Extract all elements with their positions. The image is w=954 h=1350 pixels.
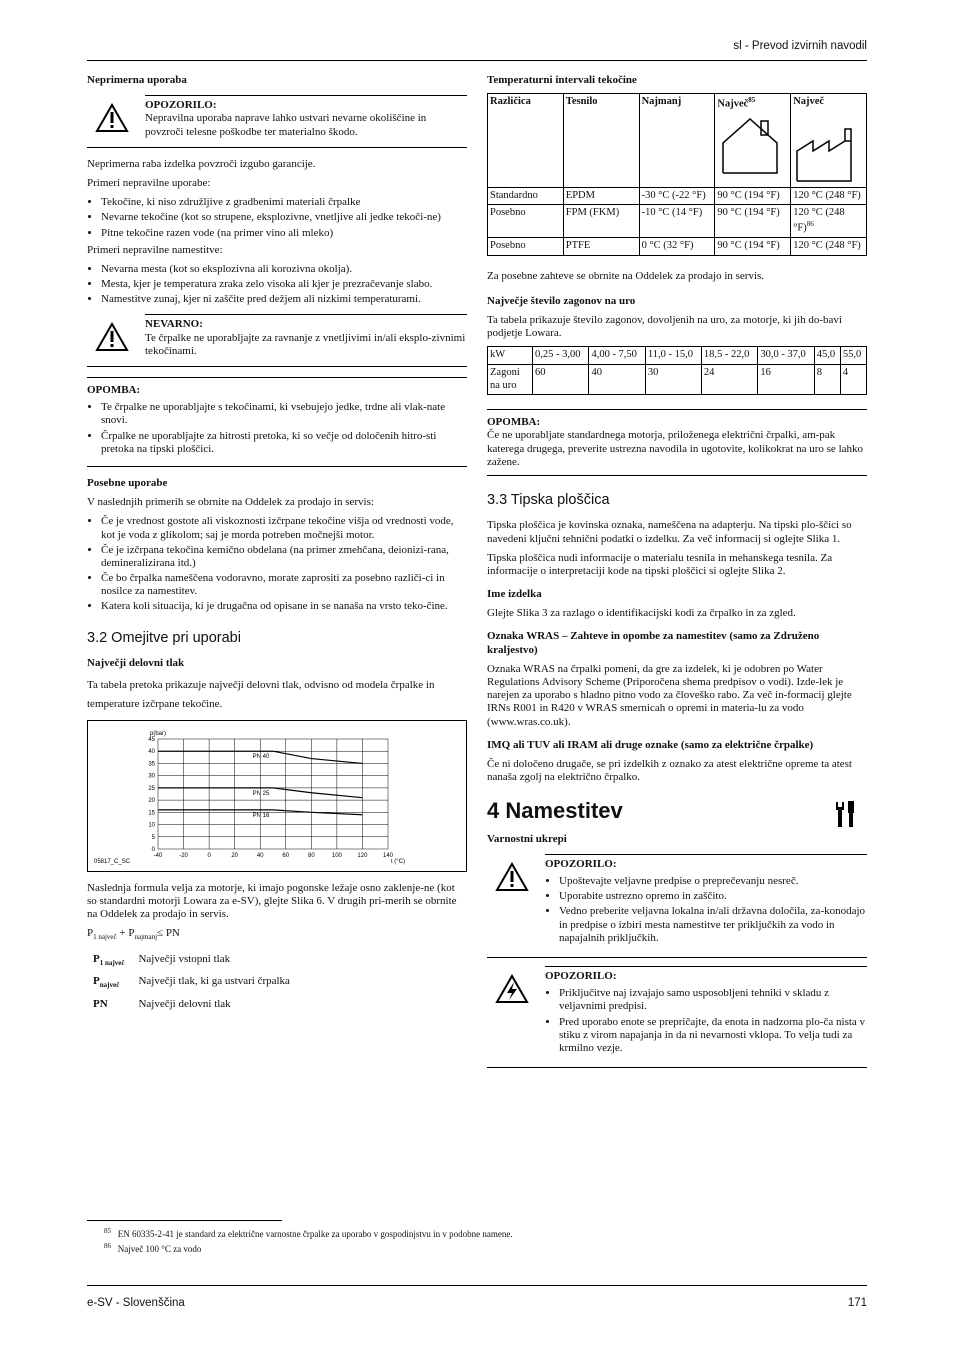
table-row: Posebno PTFE 0 °C (32 °F) 90 °C (194 °F) 120 °C (248 °F): [488, 238, 867, 256]
paragraph: Oznaka WRAS na črpalki pomeni, da gre za izdelek, ki je odobren po Water Regulations Advisory Scheme (Priporočena shema predpisov o vodi). Izde-lek je narejen za uporabo s hladno pitno vodo za človeško rabo. Za več in-formacij glejte IRNs R001 in R420 v WRAS smernicah o opremi in materia-lu za vodo (www.wras.co.uk).: [487, 662, 852, 728]
y-tick-label: 30: [148, 773, 155, 780]
section-3-3-heading: 3.3 Tipska ploščica: [487, 491, 610, 508]
list-item: • Katera koli situacija, ki je drugačna od opisane in se nanaša na vrsto teko-čine.: [101, 600, 467, 613]
table-header: Najmanj: [639, 94, 715, 188]
tools-icon: [835, 800, 857, 828]
y-tick-label: 5: [151, 834, 155, 841]
house-icon: [717, 113, 783, 175]
imq-heading: IMQ ali TUV ali IRAM ali druge oznake (samo za električne črpalke): [487, 738, 814, 751]
table-header: Tesnilo: [563, 94, 639, 188]
formula: $P_{1 največ} + P_{najmanj}\le$ PN: [87, 927, 180, 942]
note-title: OPOMBA:: [487, 416, 541, 429]
max-pressure-heading: Največji delovni tlak: [87, 657, 185, 670]
x-tick-label: 20: [231, 852, 239, 859]
note-text: Če ne uporabljate standardnega motorja, priloženega električni črpalki, am-pak katerega drugega, preverite ustrezna navodila in ugotovite, kolikokrat na uro se lahko zažene.: [487, 429, 864, 468]
danger-triangle-icon: [95, 322, 129, 352]
warning-triangle-icon: [495, 862, 529, 892]
y-tick-label: 25: [148, 785, 155, 792]
table-row: Posebno FPM (FKM) -10 °C (14 °F) 90 °C (194 °F) 120 °C (248 °F)$^{86}$: [488, 205, 867, 238]
safety-heading: Varnostni ukrepi: [487, 832, 567, 845]
footer-title: e-SV - Slovenščina: [87, 1297, 185, 1309]
list-item: • Priključitve naj izvajajo samo usposobljeni tehniki v skladu z veljavnimi predpisi.: [559, 987, 867, 1013]
table-header: Različica: [488, 94, 564, 188]
y-tick-label: 40: [148, 748, 155, 755]
wras-heading: Oznaka WRAS – Zahteve in opombe za namestitev (samo za Združeno kraljestvo): [487, 630, 820, 656]
paragraph: Primeri nepravilne namestitve:: [87, 243, 223, 256]
list-item: • Nevarna mesta (kot so eksplozivna ali korozivna okolja).: [101, 263, 467, 276]
paragraph: Ta tabela prikazuje število zagonov, dovoljenih na uro, za motorje, ki jih do-bavi podjetje Lowara.: [487, 314, 842, 340]
x-tick-label: 40: [256, 852, 264, 859]
paragraph: Primeri nepravilne uporabe:: [87, 176, 211, 189]
y-tick-label: 10: [148, 822, 155, 829]
danger-title: NEVARNO:: [145, 318, 203, 331]
x-tick-label: 60: [282, 852, 290, 859]
x-tick-label: 100: [331, 852, 342, 859]
page-header: sl - Prevod izvirnih navodil: [733, 40, 867, 52]
footnote: $^{86}$ Največ 100 °C za vodo: [104, 1242, 202, 1255]
legend-row: PN Največji delovni tlak: [93, 997, 231, 1010]
installation-misuse-list: [87, 263, 467, 307]
misuse-heading: Neprimerna uporaba: [87, 74, 187, 86]
left-column: [87, 74, 467, 1016]
electrical-hazard-icon: [495, 974, 529, 1004]
paragraph: Ta tabela pretoka prikazuje največji delovni tlak, odvisno od modela črpalke in temperature izčrpane tekočine.: [87, 679, 435, 710]
paragraph: Tipska ploščica je kovinska oznaka, nameščena na adapterju. Na tipski plo-ščici so navedeni ključni tehnični podatki o izdelku. Za več informacij si oglejte Slika 1.: [487, 519, 852, 545]
y-axis-label: p(bar): [149, 730, 167, 737]
temp-heading: Temperaturni intervali tekočine: [487, 74, 637, 86]
footnote: $^{85}$ EN 60335-2-41 je standard za električne varnostne črpalke za uporabo v gospodinjstvu in v podobne namene.: [104, 1227, 513, 1239]
list-item: • Uporabite ustrezno opremo in zaščito.: [559, 890, 867, 903]
list-item: • Nevarne tekočine (kot so strupene, eksplozivne, vnetljive ali jedke tekoči-ne): [101, 211, 467, 224]
misuse-list: [87, 196, 467, 240]
list-item: • Pitne tekočine razen vode (na primer vino ali mleko): [101, 227, 467, 240]
list-item: • Vedno preberite veljavna lokalna in/ali državna določila, za-konodajo in predpise o izbiri mesta namestitve ter priključkih za vodo in napajalnih priključkih.: [559, 905, 867, 945]
table-row: kW 0,25 - 3,00 4,00 - 7,50 11,0 - 15,0 18,5 - 22,0 30,0 - 37,0 45,0 55,0: [488, 347, 867, 365]
table-header-factory: Največ: [791, 94, 867, 188]
factory-icon: [793, 123, 863, 185]
warning-text: Nepravilna uporaba naprave lahko ustvari nevarne okoliščine in povzroči telesne poškodbe ter materialno škodo.: [145, 112, 427, 138]
formula-text: Naslednja formula velja za motorje, ki imajo pogonske ležaje osno zaklenje-ne (kot so standardni motorji Lowara za e-SV), glejte Slika 6. V drugih pri-merih se obrnite na Oddelek za prodajo in servis.: [87, 881, 457, 920]
warning-title: OPOZORILO:: [545, 970, 617, 983]
special-list: [87, 515, 467, 613]
paragraph: Tipska ploščica nudi informacije o materialu tesnila in mehanskega tesnila. Za informacije o interpretaciji kode na tipski ploščici si oglejte Slika 2.: [487, 551, 833, 577]
y-tick-label: 45: [148, 736, 155, 743]
list-item: • Če je izčrpana tekočina kemično obdelana (na primer zmehčana, deionizi-rana, demineralizirana itd.): [101, 544, 467, 570]
y-tick-label: 20: [148, 797, 155, 804]
list-item: • Tekočine, ki niso združljive z gradbenimi materiali črpalke: [101, 196, 467, 209]
x-tick-label: -40: [153, 852, 163, 859]
section-3-2-heading: 3.2 Omejitve pri uporabi: [87, 629, 241, 646]
series-label: PN 25: [252, 790, 270, 797]
list-item: • Upoštevajte veljavne predpise o preprečevanju nesreč.: [559, 875, 867, 888]
note-box: [87, 377, 467, 467]
list-item: • Te črpalke ne uporabljajte s tekočinami, ki vsebujejo jedke, trdne ali vlak-nate snovi.: [101, 401, 467, 427]
temperature-table: [487, 93, 867, 255]
paragraph: V naslednjih primerih se obrnite na Oddelek za prodajo in servis:: [87, 496, 374, 509]
note-title: OPOMBA:: [87, 384, 141, 396]
list-item: • Če bo črpalka nameščena vodoravno, morate zaprositi za posebno različi-ci in nosilce za namestitev.: [101, 572, 467, 598]
formula-paragraph: [87, 882, 467, 922]
note-box: [487, 409, 867, 476]
x-tick-label: 0: [207, 852, 211, 859]
pressure-chart-svg: [88, 721, 466, 869]
danger-text: Te črpalke ne uporabljajte za ravnanje z vnetljivimi in/ali eksplo-zivnimi tekočinami.: [145, 331, 466, 357]
x-tick-label: -20: [179, 852, 188, 859]
warning-box-misuse: [87, 95, 467, 148]
legend-row: $P_{1 največ}$ Največji vstopni tlak: [93, 952, 231, 967]
warning-triangle-icon: [95, 103, 129, 133]
chart-code: 05817_C_SC: [94, 858, 131, 865]
name-heading: Ime izdelka: [487, 588, 542, 601]
formula-legend: [87, 948, 300, 1016]
list-item: • Črpalke ne uporabljajte za hitrosti pretoka, ki so večje od določenih hitro-sti pretoka na tipski ploščici.: [101, 430, 467, 456]
paragraph: Neprimerna raba izdelka povzroči izgubo garancije.: [87, 157, 316, 170]
list-item: • Pred uporabo enote se prepričajte, da enota in nadzorna plo-ča nista v stiku z virom napajanja in da ni nevarnosti vklopa. To velja tudi za krmilno vezje.: [559, 1016, 867, 1056]
page-number: 171: [847, 1297, 867, 1309]
paragraph: Če ni določeno drugače, se pri izdelkih z oznako za atest električne opreme ta atest nanaša zgolj na električno črpalko.: [487, 757, 852, 784]
warning-box-electrical: [487, 966, 867, 1068]
list-item: • Namestitve zunaj, kjer ni zaščite pred dežjem ali nizkimi temperaturami.: [101, 293, 467, 306]
x-tick-label: 140: [382, 852, 394, 859]
warning-title: OPOZORILO:: [145, 99, 217, 112]
footer-rule: [87, 1285, 867, 1286]
table-row: Zagoni na uro 60 40 30 24 16 8 4: [488, 365, 867, 395]
starts-heading: Največje število zagonov na uro: [487, 294, 636, 307]
list-item: • Mesta, kjer je temperatura zraka zelo visoka ali kjer je prezračevanje slabo.: [101, 278, 467, 291]
right-column: [487, 74, 867, 1076]
warning-box-safety: [487, 854, 867, 958]
table-row: Standardno EPDM -30 °C (-22 °F) 90 °C (194 °F) 120 °C (248 °F): [488, 187, 867, 205]
y-tick-label: 0: [151, 846, 155, 853]
footnote-rule: [87, 1220, 282, 1221]
y-tick-label: 35: [148, 761, 155, 768]
list-item: • Če je vrednost gostote ali viskoznosti izčrpane tekočine višja od vrednosti vode, kot je voda z glikolom; saj je morda potreben močnejši motor.: [101, 515, 467, 541]
series-label: PN 40: [252, 753, 270, 760]
y-tick-label: 15: [148, 809, 155, 816]
table-header-house: Največ$^{85}$: [715, 94, 791, 188]
footnotes: [104, 1226, 864, 1256]
x-tick-label: 120: [357, 852, 368, 859]
special-heading: Posebne uporabe: [87, 476, 168, 489]
legend-row: $P_{največ}$ Največji tlak, ki ga ustvari črpalka: [93, 975, 290, 990]
danger-box: [87, 314, 467, 367]
series-label: PN 16: [252, 812, 270, 819]
starts-table: [487, 346, 867, 395]
x-axis-label: t (°C): [390, 858, 406, 865]
paragraph: Za posebne zahteve se obrnite na Oddelek za prodajo in servis.: [487, 269, 765, 282]
pressure-chart: [87, 720, 467, 872]
header-rule: [87, 60, 867, 61]
warning-title: OPOZORILO:: [545, 857, 617, 870]
paragraph: Glejte Slika 3 za razlago o identifikacijski kodi za črpalko in za zgled.: [487, 607, 796, 620]
chapter-4-heading: 4 Namestitev: [487, 798, 867, 824]
x-tick-label: 80: [307, 852, 315, 859]
